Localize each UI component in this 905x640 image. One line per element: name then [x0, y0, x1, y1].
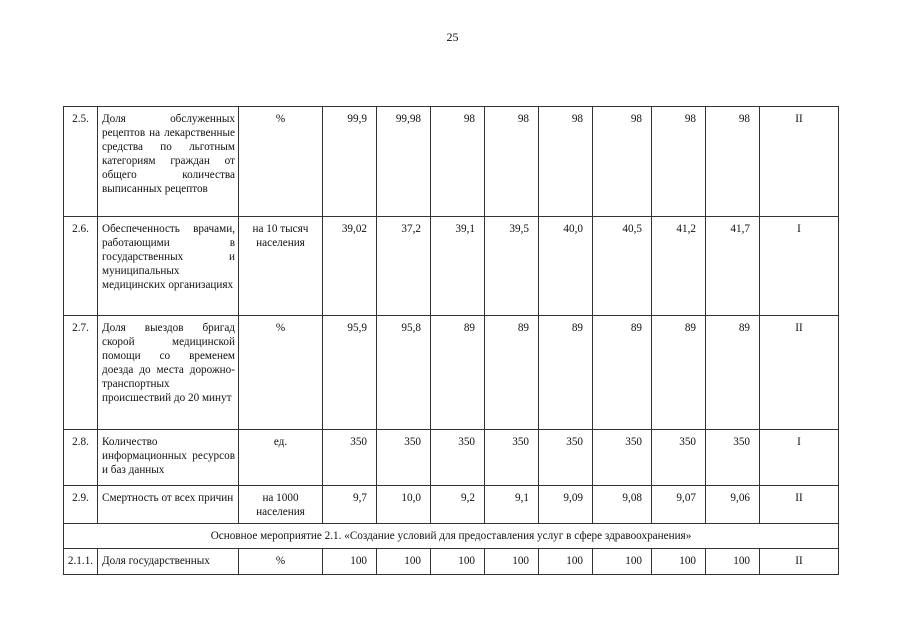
value-cell: 89 — [706, 316, 760, 430]
value-cell: 40,5 — [593, 217, 652, 316]
indicator-name: Доля выездов бригад скорой медицинской помощи со временем доезда до места дорожно-транспортных происшествий до 20 минут — [98, 316, 239, 430]
table-row — [64, 549, 839, 575]
value-cell: 37,2 — [377, 217, 431, 316]
table-row — [64, 316, 839, 430]
unit-cell: на 10 тысяч населения — [239, 217, 323, 316]
table-row — [64, 430, 839, 486]
value-cell: 39,1 — [431, 217, 485, 316]
value-cell: 9,1 — [485, 486, 539, 524]
value-cell: 41,2 — [652, 217, 706, 316]
value-cell: 100 — [706, 549, 760, 575]
value-cell: 100 — [593, 549, 652, 575]
indicator-name: Количество информационных ресурсов и баз данных — [98, 430, 239, 486]
value-cell: 98 — [593, 107, 652, 217]
indicator-type: II — [760, 486, 839, 524]
value-cell: 100 — [652, 549, 706, 575]
row-number: 2.8. — [64, 430, 98, 486]
row-number: 2.9. — [64, 486, 98, 524]
value-cell: 39,02 — [323, 217, 377, 316]
section-row — [64, 524, 839, 549]
value-cell: 100 — [485, 549, 539, 575]
unit-cell: % — [239, 107, 323, 217]
value-cell: 350 — [377, 430, 431, 486]
value-cell: 9,7 — [323, 486, 377, 524]
row-number: 2.6. — [64, 217, 98, 316]
table-row — [64, 107, 839, 217]
value-cell: 350 — [323, 430, 377, 486]
row-number: 2.5. — [64, 107, 98, 217]
indicators-table — [63, 106, 839, 575]
table-row — [64, 217, 839, 316]
indicator-name: Доля обслуженных рецептов на лекарственные средства по льготным категориям граждан от общего количества выписанных рецептов — [98, 107, 239, 217]
value-cell: 98 — [652, 107, 706, 217]
indicator-type: I — [760, 217, 839, 316]
indicator-type: I — [760, 430, 839, 486]
value-cell: 100 — [539, 549, 593, 575]
row-number: 2.1.1. — [64, 549, 98, 575]
value-cell: 350 — [431, 430, 485, 486]
value-cell: 9,2 — [431, 486, 485, 524]
unit-cell: % — [239, 549, 323, 575]
value-cell: 10,0 — [377, 486, 431, 524]
indicator-type: II — [760, 316, 839, 430]
indicator-name: Смертность от всех причин — [98, 486, 239, 524]
unit-cell: % — [239, 316, 323, 430]
value-cell: 89 — [539, 316, 593, 430]
value-cell: 98 — [539, 107, 593, 217]
unit-cell: ед. — [239, 430, 323, 486]
value-cell: 95,8 — [377, 316, 431, 430]
value-cell: 350 — [593, 430, 652, 486]
value-cell: 350 — [539, 430, 593, 486]
value-cell: 9,08 — [593, 486, 652, 524]
value-cell: 98 — [431, 107, 485, 217]
value-cell: 350 — [706, 430, 760, 486]
indicator-name: Обеспеченность врачами, работающими в государственных и муниципальных медицинских организациях — [98, 217, 239, 316]
value-cell: 350 — [485, 430, 539, 486]
value-cell: 100 — [377, 549, 431, 575]
indicator-name: Доля государственных — [98, 549, 239, 575]
value-cell: 350 — [652, 430, 706, 486]
value-cell: 99,9 — [323, 107, 377, 217]
section-title: Основное мероприятие 2.1. «Создание условий для предоставления услуг в сфере здравоохранения» — [64, 524, 839, 549]
value-cell: 39,5 — [485, 217, 539, 316]
value-cell: 100 — [323, 549, 377, 575]
value-cell: 98 — [485, 107, 539, 217]
table-row — [64, 486, 839, 524]
value-cell: 89 — [652, 316, 706, 430]
indicator-type: II — [760, 549, 839, 575]
value-cell: 89 — [431, 316, 485, 430]
value-cell: 9,09 — [539, 486, 593, 524]
unit-cell: на 1000 населения — [239, 486, 323, 524]
value-cell: 9,07 — [652, 486, 706, 524]
value-cell: 89 — [485, 316, 539, 430]
page-number: 25 — [446, 30, 459, 44]
value-cell: 99,98 — [377, 107, 431, 217]
value-cell: 98 — [706, 107, 760, 217]
indicator-type: II — [760, 107, 839, 217]
value-cell: 95,9 — [323, 316, 377, 430]
value-cell: 100 — [431, 549, 485, 575]
value-cell: 89 — [593, 316, 652, 430]
value-cell: 9,06 — [706, 486, 760, 524]
value-cell: 40,0 — [539, 217, 593, 316]
row-number: 2.7. — [64, 316, 98, 430]
value-cell: 41,7 — [706, 217, 760, 316]
